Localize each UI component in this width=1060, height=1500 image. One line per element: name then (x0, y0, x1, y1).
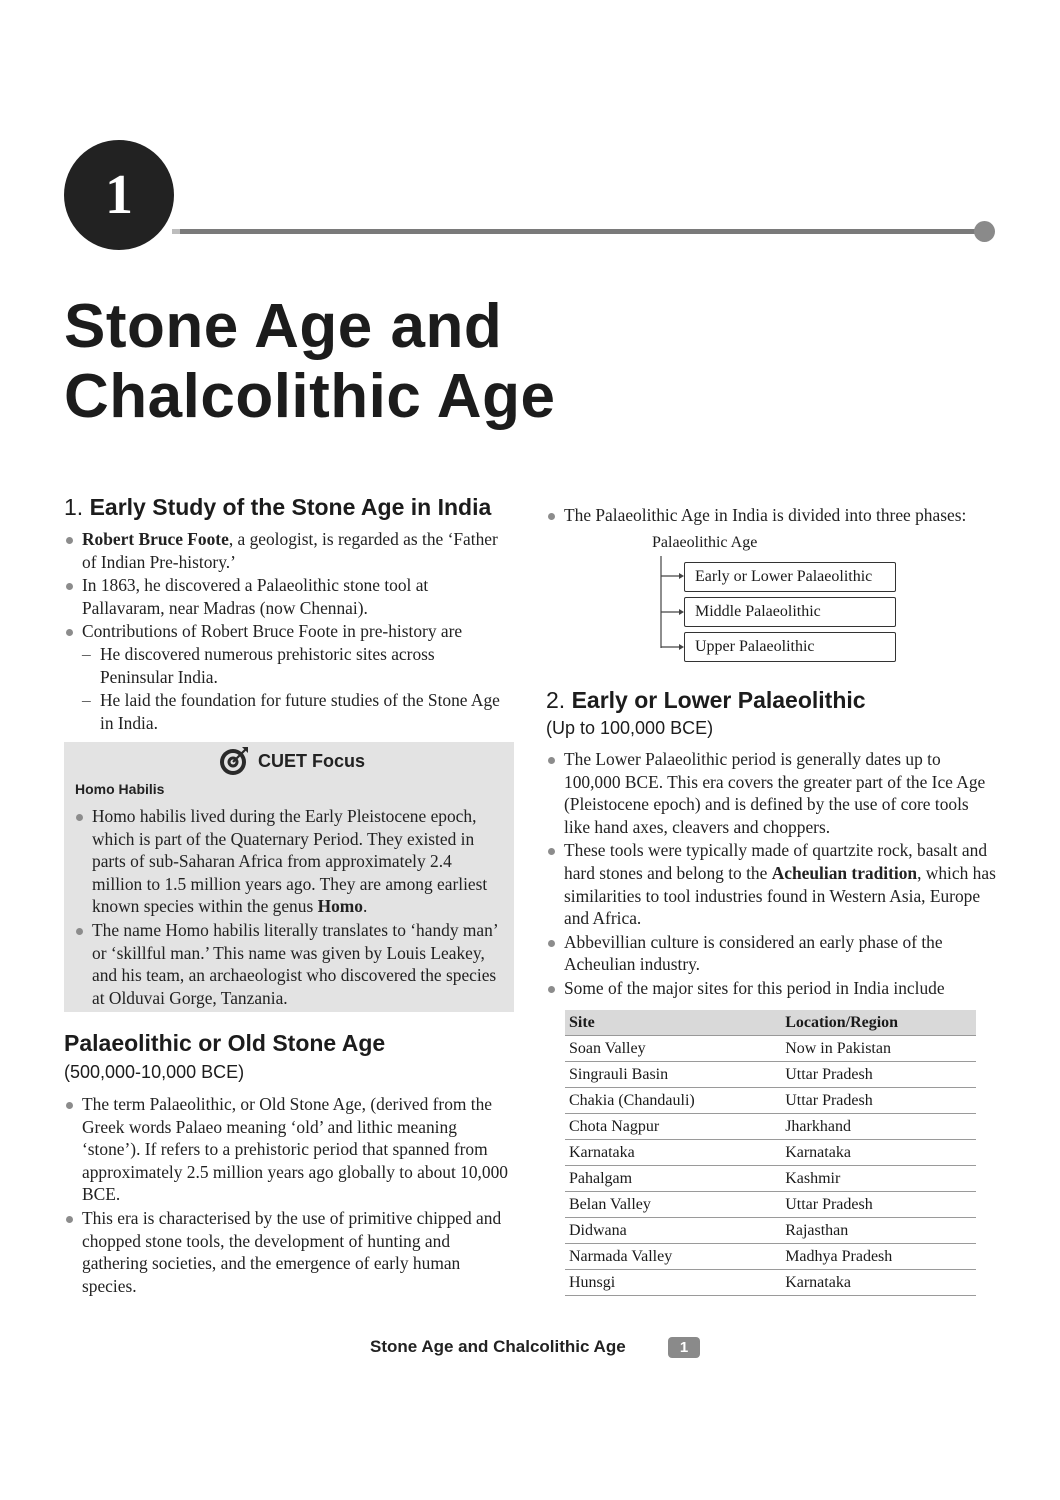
list-item: Contributions of Robert Bruce Foote in pre-history are (64, 620, 512, 643)
sub-list-item: – He discovered numerous prehistoric sites across Peninsular India. (64, 643, 512, 688)
bold-term: Robert Bruce Foote (82, 529, 229, 549)
phase-box-lower: Early or Lower Palaeolithic (684, 562, 896, 592)
list-item-text: . (362, 896, 368, 917)
header-location: Location/Region (779, 1010, 976, 1036)
table-row (565, 1062, 976, 1088)
table-row (565, 1036, 976, 1062)
chapter-divider-highlight (172, 229, 180, 234)
list-item-text: These tools were typically made of quartzite rock, basalt and hard stones and belong to the (564, 840, 988, 883)
palaeolithic-period: (500,000-10,000 BCE) (64, 1062, 245, 1082)
site-cell: Hunsgi (565, 1270, 779, 1296)
site-cell: Chakia (Chandauli) (565, 1088, 779, 1114)
section2-heading (546, 687, 866, 714)
chapter-title-line1: Stone Age and (64, 292, 503, 361)
tree-root-label: Palaeolithic Age (652, 534, 758, 551)
list-item: The Palaeolithic Age in India is divided into three phases: (546, 504, 996, 527)
chapter-number: 1 (105, 164, 133, 226)
cuet-focus-list (74, 805, 506, 1009)
section1-list (64, 528, 512, 734)
table-row (565, 1244, 976, 1270)
location-cell: Jharkhand (779, 1114, 976, 1140)
chapter-divider-dot (974, 221, 995, 242)
bold-term: Homo (317, 896, 363, 917)
sites-table (565, 1010, 976, 1296)
table-row (565, 1166, 976, 1192)
list-item: Abbevillian culture is considered an early phase of the Acheulian industry. (546, 931, 996, 976)
location-cell: Kashmir (779, 1166, 976, 1192)
phase-box-upper: Upper Palaeolithic (684, 632, 896, 662)
table-row (565, 1218, 976, 1244)
list-item (74, 805, 506, 918)
target-icon (218, 745, 250, 777)
list-item: This era is characterised by the use of primitive chipped and chopped stone tools, the development of hunting and gathering societies, and the emergence of early human species. (64, 1207, 512, 1297)
location-cell: Uttar Pradesh (779, 1192, 976, 1218)
sub-list-item: – He laid the foundation for future studies of the Stone Age in India. (64, 689, 512, 734)
header-site: Site (565, 1010, 779, 1036)
page-number: 1 (668, 1337, 700, 1358)
list-item (64, 528, 512, 573)
section2-list (546, 748, 996, 1000)
table-row (565, 1114, 976, 1140)
list-item: The name Homo habilis literally translates to ‘handy man’ or ‘skillful man.’ This name was given by Louis Leakey, and his team, an archaeologist who discovered the species at Olduvai Gorge, Tanzania. (74, 919, 506, 1009)
location-cell: Madhya Pradesh (779, 1244, 976, 1270)
location-cell: Rajasthan (779, 1218, 976, 1244)
location-cell: Karnataka (779, 1270, 976, 1296)
cuet-focus-subtitle: Homo Habilis (75, 781, 165, 797)
location-cell: Now in Pakistan (779, 1036, 976, 1062)
chapter-divider-line (172, 229, 982, 234)
site-cell: Karnataka (565, 1140, 779, 1166)
palaeolithic-list (64, 1093, 512, 1297)
chapter-title-line2: Chalcolithic Age (64, 362, 556, 431)
phase-box-middle: Middle Palaeolithic (684, 597, 896, 627)
list-item-text: , which has similarities to tool industries found in Western Asia, Europe and Africa. (564, 862, 996, 929)
table-row (565, 1140, 976, 1166)
table-row (565, 1270, 976, 1296)
section2-number: 2. (546, 687, 566, 713)
bold-term: Acheulian tradition (771, 862, 918, 883)
section1-heading (64, 494, 491, 521)
chapter-title (64, 292, 684, 432)
section1-number: 1. (64, 494, 84, 520)
table-row (565, 1192, 976, 1218)
list-item-text: , a geologist, is regarded as the ‘Father of Indian Pre-history.’ (82, 529, 498, 572)
section2-title: Early or Lower Palaeolithic (571, 687, 866, 713)
list-item: In 1863, he discovered a Palaeolithic stone tool at Pallavaram, near Madras (now Chennai). (64, 574, 512, 619)
site-cell: Pahalgam (565, 1166, 779, 1192)
table-header-row (565, 1010, 976, 1036)
table-row (565, 1088, 976, 1114)
section1-title: Early Study of the Stone Age in India (89, 494, 492, 520)
site-cell: Chota Nagpur (565, 1114, 779, 1140)
list-item-text: Homo habilis lived during the Early Pleistocene epoch, which is part of the Quaternary Period. They existed in parts of sub-Saharan Africa from approximately 2.4 million to 1.5 million years ago. They are among earliest known species within the genus (92, 806, 488, 917)
cuet-focus-title: CUET Focus (258, 751, 366, 771)
location-cell: Uttar Pradesh (779, 1062, 976, 1088)
list-item: The term Palaeolithic, or Old Stone Age, (derived from the Greek words Palaeo meaning ‘old’ and lithic meaning ‘stone’). If refers to a prehistoric period that spanned from approximately 2.5 million years ago globally to about 10,000 BCE. (64, 1093, 512, 1206)
footer-title: Stone Age and Chalcolithic Age (370, 1337, 626, 1356)
site-cell: Singrauli Basin (565, 1062, 779, 1088)
location-cell: Uttar Pradesh (779, 1088, 976, 1114)
section2-period: (Up to 100,000 BCE) (546, 718, 714, 738)
site-cell: Belan Valley (565, 1192, 779, 1218)
list-item (546, 839, 996, 929)
phases-intro (546, 504, 996, 527)
sites-table-body (565, 1036, 976, 1296)
site-cell: Didwana (565, 1218, 779, 1244)
location-cell: Karnataka (779, 1140, 976, 1166)
site-cell: Soan Valley (565, 1036, 779, 1062)
site-cell: Narmada Valley (565, 1244, 779, 1270)
tree-connectors (655, 556, 687, 656)
list-item: Some of the major sites for this period in India include (546, 977, 996, 1000)
list-item: The Lower Palaeolithic period is generally dates up to 100,000 BCE. This era covers the greater part of the Ice Age (Pleistocene epoch) and is defined by the use of core tools like hand axes, cleavers and choppers. (546, 748, 996, 838)
palaeolithic-heading: Palaeolithic or Old Stone Age (64, 1030, 386, 1056)
